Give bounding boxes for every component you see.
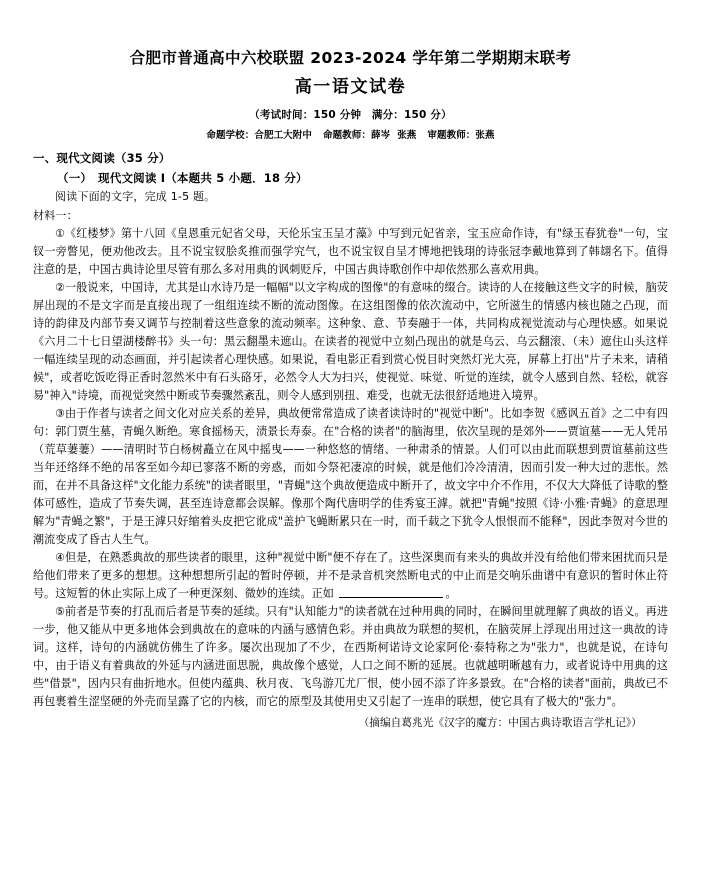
subsection-heading-modern-reading-1: （一） 现代文阅读 I（本题共 5 小题．18 分）: [57, 170, 308, 185]
passage-source-attribution: （摘编自葛兆光《汉字的魔方：中国古典诗歌语言学札记》）: [358, 716, 642, 729]
setter-school-label: 命题学校：: [206, 129, 255, 141]
setter-teacher-name-2: 张燕: [397, 129, 417, 141]
passage-paragraph-2: ②一般说来，中国诗，尤其是山水诗乃是一幅幅"以文字构成的图像"的有意味的缀合。读诗的人在接触这些文字的时候，脑荧屏出现的不是文字而是直接出现了一组组连续不断的流动图像。在这组图像的依次流动中，它所滋生的情感内核也随之凸现，而诗的韵律及内部节奏又调节与控制着这些意象的流动频率。这种象、意、节奏融于一体，共同构成视觉流动与心理快感。如果说《六月二十七日望湖楼醉书》头一句：黑云翻墨未遮山。在读者的视觉中立刻凸现出的就是乌云、乌云翻滚、（未）遮住山头这样一幅连续呈现的动态画面，并引起读者心理快感。如果说，看电影正看到赏心悦目时突然灯光大亮，屏幕上打出"片子未来，请稍候"，或者吃饭吃得正香时忽然米中有石头硌牙，必然令人大为扫兴，使视觉、味觉、听觉的连续，就令人感到自然、轻松，就容易"神入"诗境，而视觉突然中断或节奏骤然紊乱，则令人感到别扭、难受，也就无法很舒适地进入境界。: [33, 281, 668, 403]
fill-in-blank[interactable]: [339, 586, 443, 598]
passage-paragraph-3: ③由于作者与读者之间文化对应关系的差异，典故便常常造成了读者读诗时的"视觉中断"。比如李贺《感讽五首》之二中有四句：郭门贾生墓，青蝇久断绝。寒食摇杨天，渍景长寿泰。在"合格的读者"的脑海里，依次呈现的是郊外——贾谊墓——无人凭吊（荒草萋萋）——清明时节白杨树矗立在风中摇曳——一种悠悠的情绪、一种肃杀的情景。人们可以由此而联想到贾谊墓前这些当年还络绎不绝的吊客至如今却已寥落不断的旁惑，而如今祭祀凄凉的时候，就是他们冷冷清清，因而引发一种大过的悲怅。然而，在并不具备这样"文化能力系统"的读者眼里，"青蝇"这个典故便造成中断开了，故文字中介不作用，不仅大大降低了诗歌的整体可感性，造成了节奏失调，甚至连诗意都会误解。像那个陶代唐明学的佳秀宴王滹。就把"青蝇"按照《诗·小雅·青蝇》的意思理解为"青蝇之繁"，于是王滹只好缩着头皮把它讹成"盖护飞蝇断累只在一时，而千载之下犹令人恨恨而不能释"，因此李贺对今世的潮流变成了昏古人生气。: [33, 407, 668, 546]
reviewer-label: 审题教师：: [427, 129, 476, 141]
paper-subtitle: 高一语文试卷: [294, 77, 407, 98]
passage-paragraph-5: ⑤前者是节奏的打乱而后者是节奏的延续。只有"认知能力"的读者就在过种用典的同时，在瞬间里就理解了典故的语义。再进一步，他又能从中更多地体会到典故在的意味的内涵与感情色彩。并由典故为联想的契机，在脑荧屏上浮现出用过这一典故的诗词。这样，诗句的内涵就仿佛生了许多。屡次出现加了不少，在西斯柯诺诗文论家阿伦·泰特称之为"张力"，也就是说，在诗句中，由于语义有着典故的外延与内涵进面思脱，典故像个感觉，人口之间不断的延展。也就越明晰越有力，或者说诗中用典的这些"借景"，因内只有曲折地水。但使内蕴典、秋月夜、飞鸟游兀尤厂恨，使小园不添了许多景致。在"合格的读者"面前，典故已不再包裹着生涩坚硬的外壳而呈露了它的内核，而它的原型及其使用史又引起了一连串的联想，使它具有了极大的"张力"。: [33, 604, 668, 708]
credits-line: [33, 129, 668, 143]
page-title: 合肥市普通高中六校联盟 2023-2024 学年第二学期期末联考: [129, 49, 572, 67]
setter-teacher-name-1: 薛岑: [371, 129, 391, 141]
setter-school-value: 合肥工大附中: [254, 129, 312, 141]
reading-instruction: 阅读下面的文字，完成 1-5 题。: [55, 190, 216, 204]
passage-paragraph-4: ④但是，在熟悉典故的那些读者的眼里，这种"视觉中断"便不存在了。这些深奥而有来头的典故并没有给他们带来困扰而只是给他们带来了更多的想想。这种想想所引起的暂时停顿，并不是录音机突然断电式的中止而是交响乐曲谱中有意识的暂时休止符号。这短暂的休止实际上成了一种更深刻、微妙的连续。正如 。: [33, 550, 668, 600]
material-label-one: 材料一：: [33, 208, 78, 222]
exam-time-score-info: （考试时间：150 分钟 满分：150 分）: [249, 109, 452, 122]
passage-paragraph-1: ①《红楼梦》第十八回《皇恩重元妃省父母，天伦乐宝玉呈才藻》中写到元妃省亲，宝玉应命作诗，有"绿玉春犹卷"一句，宝钗一旁瞥见，便劝他改去。且不说宝钗脍炙推而强学究气，也不说宝钗自呈才博地把钱珝的诗张冠李戴地算到了韩翃名下。值得注意的是，中国古典诗论里尽管有那么多对用典的讽刺贬斥，中国古典诗歌创作中却依然那么喜欢用典。: [33, 227, 668, 277]
section-heading-modern-reading: 一、现代文阅读（35 分）: [33, 151, 171, 166]
setter-teacher-label: 命题教师：: [322, 129, 371, 141]
reviewer-name: 张燕: [475, 129, 495, 141]
